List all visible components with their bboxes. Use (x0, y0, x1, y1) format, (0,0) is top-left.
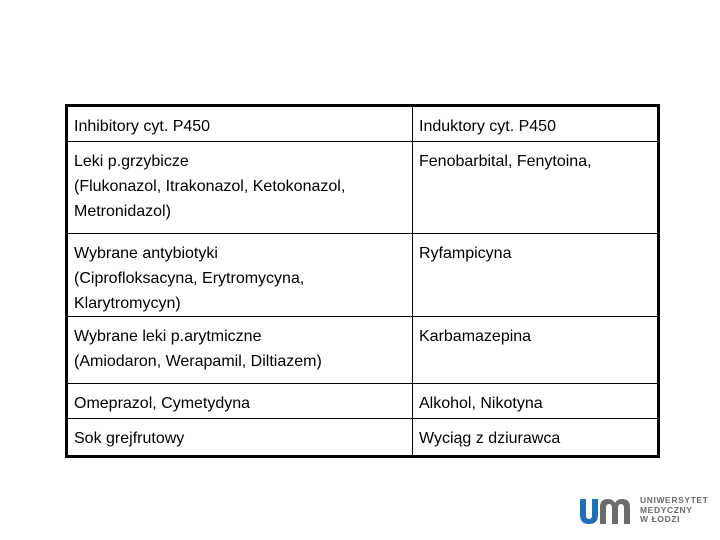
cell-line: Klarytromycyn) (74, 295, 181, 312)
logo-wordmark (640, 496, 708, 525)
cell-line: Wybrane leki p.arytmiczne (74, 328, 262, 345)
inducer-cell (413, 384, 658, 419)
table-row (68, 419, 658, 456)
inducer-cell (413, 317, 658, 384)
inhibitor-cell (68, 419, 413, 456)
inhibitor-cell (68, 142, 413, 234)
cell-line: Karbamazepina (419, 328, 532, 345)
cell-line: (Amiodaron, Werapamil, Diltiazem) (74, 353, 322, 370)
um-logo-icon (578, 493, 638, 529)
cell-line: Ryfampicyna (419, 245, 512, 262)
cell-line: Fenobarbital, Fenytoina, (419, 153, 592, 170)
cell-line: (Ciprofloksacyna, Erytromycyna, (74, 270, 305, 287)
table-row (68, 234, 658, 317)
cell-line: Leki p.grzybicze (74, 153, 189, 170)
drug-interaction-table (65, 104, 660, 458)
cell-line: Metronidazol) (74, 203, 171, 220)
inhibitor-cell (68, 384, 413, 419)
inducer-cell (413, 234, 658, 317)
header-inhibitors: Inhibitory cyt. P450 (68, 107, 413, 142)
cell-line: Alkohol, Nikotyna (419, 395, 543, 412)
logo-line: W ŁODZI (640, 514, 681, 524)
inducer-cell (413, 142, 658, 234)
cell-line: Wybrane antybiotyki (74, 245, 218, 262)
university-logo (578, 493, 713, 529)
table-row (68, 142, 658, 234)
inducer-cell (413, 419, 658, 456)
header-inducers: Induktory cyt. P450 (413, 107, 658, 142)
logo-line: UNIWERSYTET (640, 495, 709, 505)
cell-line: Omeprazol, Cymetydyna (74, 395, 251, 412)
cell-line: Wyciąg z dziurawca (419, 430, 561, 447)
inhibitor-cell (68, 234, 413, 317)
cell-line: Sok grejfrutowy (74, 430, 185, 447)
table-header-row (68, 107, 658, 142)
cell-line: (Flukonazol, Itrakonazol, Ketokonazol, (74, 178, 346, 195)
table-row (68, 317, 658, 384)
table-row (68, 384, 658, 419)
inhibitor-cell (68, 317, 413, 384)
logo-line: MEDYCZNY (640, 504, 693, 515)
